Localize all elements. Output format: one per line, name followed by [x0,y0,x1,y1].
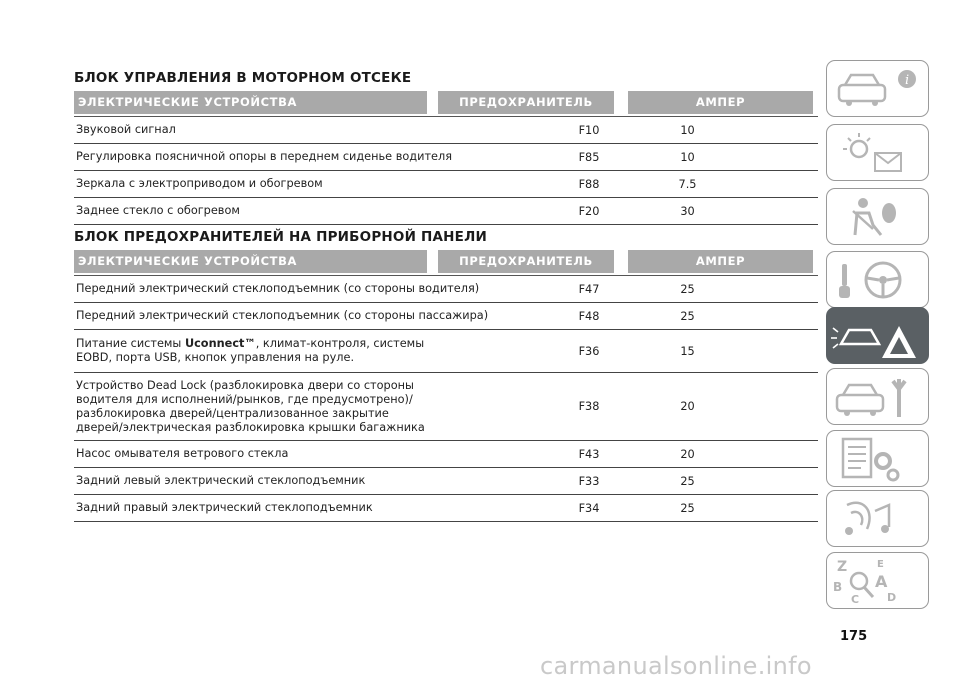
device-text: Питание системы [76,337,185,350]
row-device: Насос омывателя ветрового стекла [76,447,289,460]
row-amp: 20 [680,447,695,461]
uconnect-brand: Uconnect™ [184,337,256,350]
table-row [74,117,818,144]
table-row [74,441,818,468]
tab-multimedia[interactable] [826,490,929,547]
section-title-engine-compartment: БЛОК УПРАВЛЕНИЯ В МОТОРНОМ ОТСЕКЕ [74,70,412,86]
index-letter: A [875,572,888,591]
row-fuse: F43 [578,447,600,461]
fuse-tables [74,68,818,522]
tab-warning-lights[interactable] [826,124,929,181]
warning-lights-icon [827,125,930,182]
row-amp: 7.5 [678,177,697,191]
header-devices: ЭЛЕКТРИЧЕСКИЕ УСТРОЙСТВА [74,250,427,273]
index-letter: B [833,580,843,594]
table-row [74,171,818,198]
row-fuse: F85 [578,150,600,164]
row-device: Задний правый электрический стеклоподъемник [76,501,373,514]
table-row [74,373,818,441]
table-header [74,250,818,273]
page-number: 175 [840,629,868,644]
row-device: Звуковой сигнал [76,123,176,136]
table-row [74,198,818,225]
header-amp: АМПЕР [628,91,813,114]
tab-safety[interactable] [826,188,929,245]
section-title-dashboard-fuses: БЛОК ПРЕДОХРАНИТЕЛЕЙ НА ПРИБОРНОЙ ПАНЕЛИ [74,229,487,245]
row-fuse: F10 [578,123,600,137]
multimedia-icon [827,491,930,548]
row-amp: 25 [680,282,695,296]
table-row [74,495,818,522]
tab-starting-driving[interactable] [826,251,929,308]
header-fuse: ПРЕДОХРАНИТЕЛЬ [438,91,614,114]
row-fuse: F88 [578,177,600,191]
row-fuse: F38 [578,400,600,413]
row-fuse: F34 [578,501,600,515]
car-info-icon [827,61,930,118]
row-device: Передний электрический стеклоподъемник (со стороны пассажира) [76,309,489,322]
svg-text:i: i [905,73,910,88]
table-row [74,276,818,303]
row-fuse: F47 [578,282,600,296]
row-device: Регулировка поясничной опоры в переднем сиденье водителя [76,150,452,163]
index-letter: E [877,559,884,570]
index-letter: D [887,591,897,604]
table-row [74,303,818,330]
key-steering-wheel-icon [827,252,930,309]
tab-car-info[interactable] [826,60,929,117]
table-header [74,91,818,114]
header-devices: ЭЛЕКТРИЧЕСКИЕ УСТРОЙСТВА [74,91,427,114]
table-row [74,468,818,495]
row-amp: 10 [680,150,695,164]
breakdown-triangle-icon [827,308,930,365]
row-device: Передний электрический стеклоподъемник (со стороны водителя) [76,282,480,295]
row-amp: 25 [680,309,695,323]
index-letter: C [851,593,860,606]
row-device: Задний левый электрический стеклоподъемник [76,474,366,487]
row-amp: 25 [680,474,695,488]
row-amp: 30 [680,204,695,218]
row-fuse: F36 [578,344,600,358]
row-device: Зеркала с электроприводом и обогревом [76,177,323,190]
tab-emergency[interactable] [826,307,929,364]
seatbelt-airbag-icon [827,189,930,246]
tab-technical-data[interactable] [826,430,929,487]
row-fuse: F20 [578,204,600,218]
table-row [74,330,818,373]
watermark: carmanualsonline.info [540,652,812,680]
row-device [74,337,434,365]
row-amp: 15 [680,344,695,358]
row-amp: 25 [680,501,695,515]
row-fuse: F33 [578,474,600,488]
car-wrench-icon [827,369,930,426]
row-device: Устройство Dead Lock (разблокировка двери со стороны водителя для исполнений/рынков, где предусмотрено)/разблокировка дверей/централизованное закрытие дверей/электрическая разблокировка крышки багажника [76,378,425,434]
tab-index[interactable] [826,552,929,609]
row-amp: 10 [680,123,695,137]
table-row [74,144,818,171]
row-fuse: F48 [578,309,600,323]
row-device: Заднее стекло с обогревом [76,204,240,217]
device-text: , климат-контроля, системы EOBD, порта USB, кнопок управления на руле. [76,337,425,364]
header-fuse: ПРЕДОХРАНИТЕЛЬ [438,250,614,273]
row-amp: 20 [680,400,695,413]
index-letter: Z [837,559,848,575]
technical-data-icon [827,431,930,488]
header-amp: АМПЕР [628,250,813,273]
alphabetical-index-icon [827,553,930,610]
tab-maintenance[interactable] [826,368,929,425]
